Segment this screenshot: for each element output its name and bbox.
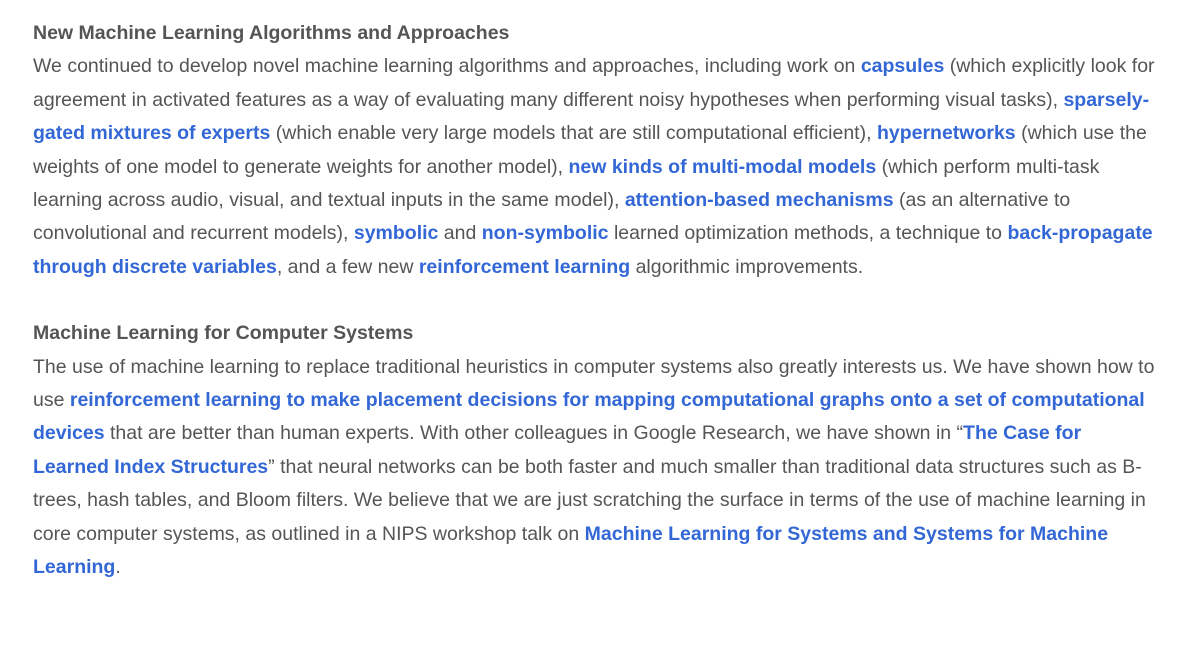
inline-link[interactable]: back-propagate through discrete variables — [33, 222, 1153, 278]
body-text: (which perform multi-task learning across audio, visual, and textual inputs in the same model), — [33, 155, 1100, 212]
inline-link[interactable]: Machine Learning for Systems and Systems for Machine Learning — [33, 522, 1109, 579]
section-ml-algorithms — [33, 17, 1160, 284]
body-text: (as an alternative to convolutional and recurrent models), — [33, 189, 1071, 245]
inline-link[interactable]: attention-based mechanisms — [624, 189, 894, 212]
section-ml-computer-systems — [33, 317, 1160, 584]
section-heading: New Machine Learning Algorithms and Approaches — [33, 22, 510, 44]
body-text: The use of machine learning to replace traditional heuristics in computer systems also greatly interests us. We have shown how to use — [33, 355, 1155, 412]
body-text: algorithmic improvements. — [630, 255, 864, 278]
body-text: learned optimization methods, a technique to — [608, 222, 1008, 245]
inline-link[interactable]: hypernetworks — [876, 122, 1016, 145]
inline-link[interactable]: symbolic — [353, 222, 439, 245]
inline-link[interactable]: reinforcement learning — [418, 255, 631, 278]
body-text: (which enable very large models that are still computational efficient), — [270, 122, 877, 145]
inline-link[interactable]: non-symbolic — [481, 222, 609, 245]
body-text: (which use the weights of one model to generate weights for another model), — [33, 122, 1147, 178]
body-text: (which explicitly look for agreement in activated features as a way of evaluating many different noisy hypotheses when performing visual tasks), — [33, 55, 1155, 111]
inline-link[interactable]: The Case for Learned Index Structures — [33, 422, 1082, 478]
inline-link[interactable]: capsules — [860, 55, 945, 78]
body-text: and — [438, 222, 482, 245]
inline-link[interactable]: sparsely-gated mixtures of experts — [33, 88, 1150, 145]
body-text: that are better than human experts. With other colleagues in Google Research, we have shown in “ — [104, 422, 964, 445]
section-body — [33, 351, 1160, 585]
body-text: . — [115, 556, 121, 579]
body-text: , and a few new — [276, 255, 419, 278]
body-text: We continued to develop novel machine learning algorithms and approaches, including work on — [33, 55, 861, 78]
section-body — [33, 50, 1160, 284]
section-heading: Machine Learning for Computer Systems — [33, 322, 414, 345]
inline-link[interactable]: new kinds of multi-modal models — [568, 155, 877, 178]
inline-link[interactable]: reinforcement learning to make placement decisions for mapping computational graphs onto a set of computational devices — [33, 389, 1145, 445]
body-text: ” that neural networks can be both faster and much smaller than traditional data structures such as B-trees, hash tables, and Bloom filters. We believe that we are just scratching the surface in terms of the use of machine learning in core computer systems, as outlined in a NIPS workshop talk on — [33, 455, 1146, 545]
